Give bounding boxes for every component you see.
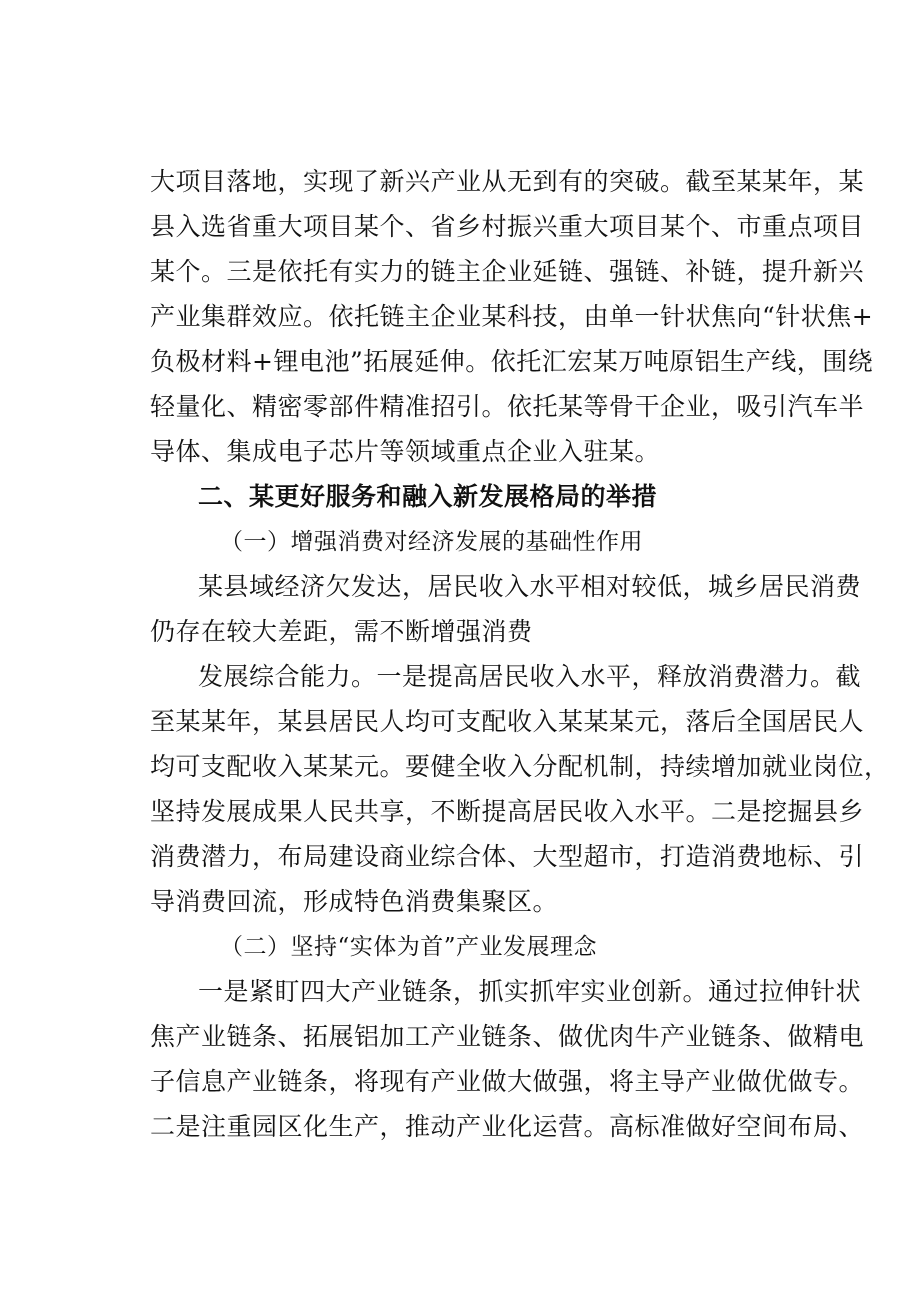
paragraph-line: 导消费回流，形成特色消费集聚区。 [150, 887, 559, 916]
paragraph-line: 负极材料+锂电池”拓展延伸。依托汇宏某万吨原铝生产线，围绕 [150, 347, 874, 376]
paragraph-line: 焦产业链条、拓展铝加工产业链条、做优肉牛产业链条、做精电 [150, 1022, 865, 1051]
paragraph-line: 子信息产业链条，将现有产业做大做强，将主导产业做优做专。 [150, 1067, 865, 1096]
paragraph-line: 某个。三是依托有实力的链主企业延链、强链、补链，提升新兴 [150, 257, 865, 286]
paragraph-line: 轻量化、精密零部件精准招引。依托某等骨干企业，吸引汽车半 [150, 392, 865, 421]
subsection-heading: （一）增强消费对经济发展的基础性作用 [220, 529, 643, 555]
paragraph-line: 坚持发展成果人民共享，不断提高居民收入水平。二是挖掘县乡 [150, 797, 865, 826]
paragraph-line: 消费潜力，布局建设商业综合体、大型超市，打造消费地标、引 [150, 842, 865, 871]
paragraph-line: 县入选省重大项目某个、省乡村振兴重大项目某个、市重点项目 [150, 212, 865, 241]
section-heading: 二、某更好服务和融入新发展格局的举措 [198, 482, 658, 511]
paragraph-line: 至某某年，某县居民人均可支配收入某某某元，落后全国居民人 [150, 707, 865, 736]
paragraph-line: 大项目落地，实现了新兴产业从无到有的突破。截至某某年，某 [150, 167, 865, 196]
paragraph-line: 一是紧盯四大产业链条，抓实抓牢实业创新。通过拉伸针状 [198, 977, 862, 1006]
subsection-heading: （二）坚持“实体为首”产业发展理念 [220, 934, 598, 960]
paragraph-line: 二是注重园区化生产，推动产业化运营。高标准做好空间布局、 [150, 1112, 865, 1141]
paragraph-line: 仍存在较大差距，需不断增强消费 [150, 617, 533, 646]
paragraph-line: 发展综合能力。一是提高居民收入水平，释放消费潜力。截 [198, 662, 862, 691]
paragraph-line: 某县域经济欠发达，居民收入水平相对较低，城乡居民消费 [198, 572, 862, 601]
paragraph-line: 均可支配收入某某元。要健全收入分配机制，持续增加就业岗位， [150, 752, 890, 781]
paragraph-line: 导体、集成电子芯片等领域重点企业入驻某。 [150, 437, 661, 466]
paragraph-line: 产业集群效应。依托链主企业某科技，由单一针状焦向“针状焦+ [150, 302, 874, 331]
